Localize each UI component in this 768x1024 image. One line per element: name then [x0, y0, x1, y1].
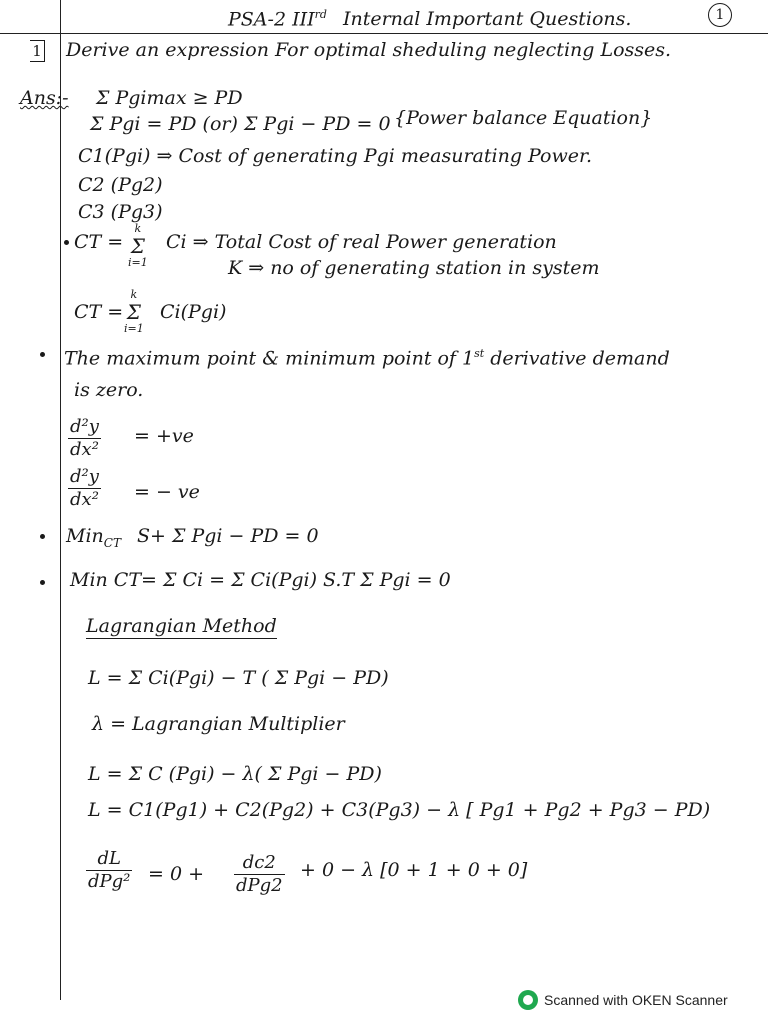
answer-label: Ans:- [20, 87, 69, 109]
line-pgimax: Σ Pgimax ≥ PD [96, 87, 243, 109]
line-derivative-end: + 0 − λ [0 + 1 + 0 + 0] [300, 859, 528, 881]
line-power-balance: Σ Pgi = PD (or) Σ Pgi − PD = 0 [90, 113, 391, 135]
bullet [64, 240, 69, 245]
scanner-logo-icon [518, 990, 538, 1010]
line-min-ct: Min$_{CT}$ S+ Σ Pgi − PD = 0 [66, 525, 319, 550]
line-min-ct-sum: Min CT= Σ Ci = Σ Ci(Pgi) S.T Σ Pgi = 0 [70, 569, 451, 591]
page-number: 1 [708, 3, 732, 27]
line-cost-c1: C1(Pgi) ⇒ Cost of generating Pgi measurating Power. [78, 145, 593, 167]
line-total-cost: Ci ⇒ Total Cost of real Power generation [166, 231, 557, 253]
scanner-text: Scanned with OKEN Scanner [544, 992, 728, 1008]
fraction-dL-dPg2: dL dPg² [88, 848, 131, 892]
line-lagrangian-eq-2: L = Σ C (Pgi) − λ( Σ Pgi − PD) [88, 763, 382, 785]
fraction-d2y-dx2: $\frac{\text{d²y}}{\text{dx²}}$ [70, 466, 99, 510]
line-cost-c3: C3 (Pg3) [78, 201, 163, 223]
line-maximum-point: The maximum point & minimum point of 1st derivative demand [64, 347, 670, 370]
margin-rule [60, 0, 61, 1000]
summation-symbol: k Σ i=1 [124, 288, 144, 335]
question-text: Derive an expression For optimal sheduling neglecting Losses. [66, 39, 672, 61]
header-title: PSA-2 IIIrd Internal Important Questions. [228, 8, 632, 31]
line-derivative-start: = 0 + [148, 863, 205, 885]
fraction-dc2-dPg2: dc2 dPg2 [236, 852, 283, 896]
line-k-stations: K ⇒ no of generating station in system [228, 257, 600, 279]
line-ci-pgi: Ci(Pgi) [160, 301, 227, 323]
line-lagrangian-eq: L = Σ Ci(Pgi) − T ( Σ Pgi − PD) [88, 667, 389, 689]
scanner-watermark [518, 990, 728, 1010]
line-negative: = − ve [134, 481, 200, 503]
question-number: 1 [30, 40, 45, 62]
line-lagrangian-expanded: L = C1(Pg1) + C2(Pg2) + C3(Pg3) − λ [ Pg1 + Pg2 + Pg3 − PD) [88, 799, 711, 821]
top-rule [0, 33, 768, 34]
line-ct-label-2: CT = [74, 301, 124, 323]
bullet [40, 352, 45, 357]
line-ct-label: CT = [74, 231, 124, 253]
fraction-d2y-dx2: $\frac{\text{d²y}}{\text{dx²}}$ [70, 416, 99, 460]
line-lambda-def: λ = Lagrangian Multiplier [92, 713, 345, 735]
summation-symbol: k Σ i=1 [128, 222, 148, 269]
line-positive: = +ve [134, 425, 194, 447]
bullet [40, 580, 45, 585]
bullet [40, 534, 45, 539]
lagrangian-heading: Lagrangian Method [86, 615, 277, 637]
line-cost-c2: C2 (Pg2) [78, 174, 163, 196]
line-is-zero: is zero. [74, 379, 144, 401]
power-balance-note: {Power balance Equation} [394, 107, 653, 129]
